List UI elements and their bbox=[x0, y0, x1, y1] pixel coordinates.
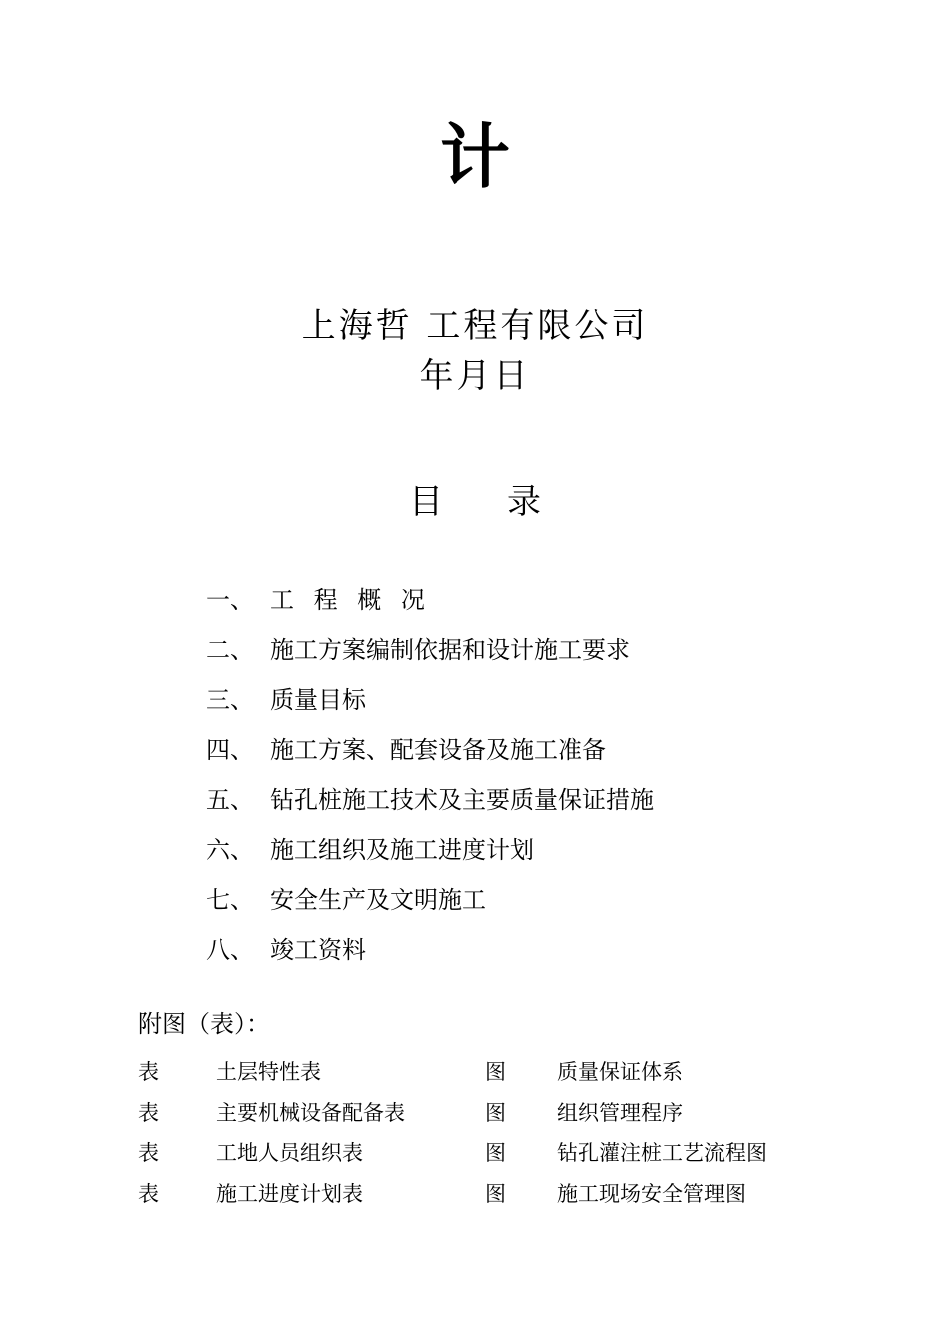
toc-heading bbox=[0, 478, 950, 526]
appendix-table-name: 施工进度计划表 bbox=[216, 1181, 363, 1206]
toc-heading-left: 目 bbox=[409, 482, 443, 522]
appendix-table-name: 主要机械设备配备表 bbox=[216, 1100, 405, 1125]
toc-item-text: 施工方案、配套设备及施工准备 bbox=[270, 736, 606, 764]
toc-item-text: 竣工资料 bbox=[270, 936, 366, 964]
toc-item-number: 四、 bbox=[206, 736, 254, 764]
toc-item bbox=[206, 928, 906, 978]
toc-item-text: 安全生产及文明施工 bbox=[270, 886, 486, 914]
toc-item-text: 施工组织及施工进度计划 bbox=[270, 836, 534, 864]
toc-item bbox=[206, 728, 906, 778]
toc-item bbox=[206, 828, 906, 878]
toc-item-text: 施工方案编制依据和设计施工要求 bbox=[270, 636, 630, 664]
appendix-table-tag: 表 bbox=[138, 1100, 159, 1125]
appendix-table-name: 工地人员组织表 bbox=[216, 1141, 363, 1165]
document-date: 年月日 bbox=[419, 356, 531, 396]
appendix-row bbox=[138, 1133, 838, 1174]
toc-item bbox=[206, 628, 906, 678]
appendix-figure-tag: 图 bbox=[485, 1060, 506, 1084]
toc-item bbox=[206, 878, 906, 928]
appendix-figure-name: 施工现场安全管理图 bbox=[557, 1181, 746, 1206]
toc-item-number: 六、 bbox=[206, 836, 254, 864]
appendix-figure-name: 质量保证体系 bbox=[557, 1060, 683, 1084]
toc-item-text: 钻孔桩施工技术及主要质量保证措施 bbox=[270, 786, 654, 814]
company-name: 上海哲 工程有限公司 bbox=[301, 306, 649, 346]
toc-item-number: 二、 bbox=[206, 636, 254, 664]
document-title: 计 bbox=[440, 116, 510, 198]
toc-list bbox=[206, 578, 906, 978]
appendix-row bbox=[138, 1052, 838, 1093]
toc-heading-right: 录 bbox=[507, 482, 541, 522]
appendix-figure-tag: 图 bbox=[485, 1100, 506, 1125]
toc-item bbox=[206, 778, 906, 828]
toc-item bbox=[206, 578, 906, 628]
appendix-label: 附图（表）： bbox=[138, 1010, 270, 1038]
toc-item-number: 三、 bbox=[206, 686, 254, 714]
appendix-figure-tag: 图 bbox=[485, 1141, 506, 1165]
toc-item-number: 八、 bbox=[206, 936, 254, 964]
toc-item-number: 五、 bbox=[206, 786, 254, 814]
appendix-list bbox=[138, 1052, 838, 1214]
appendix-row bbox=[138, 1093, 838, 1134]
toc-item-text: 质量目标 bbox=[270, 686, 366, 714]
appendix-figure-name: 钻孔灌注桩工艺流程图 bbox=[557, 1141, 767, 1165]
appendix-table-name: 土层特性表 bbox=[216, 1060, 321, 1084]
appendix-row bbox=[138, 1174, 838, 1215]
appendix-table-tag: 表 bbox=[138, 1060, 159, 1084]
toc-item bbox=[206, 678, 906, 728]
appendix-table-tag: 表 bbox=[138, 1141, 159, 1165]
appendix-figure-name: 组织管理程序 bbox=[557, 1100, 683, 1125]
toc-item-number: 一、 bbox=[206, 586, 254, 614]
toc-item-text: 工 程 概 况 bbox=[270, 586, 431, 614]
appendix-figure-tag: 图 bbox=[485, 1181, 506, 1206]
toc-item-number: 七、 bbox=[206, 886, 254, 914]
appendix-table-tag: 表 bbox=[138, 1181, 159, 1206]
